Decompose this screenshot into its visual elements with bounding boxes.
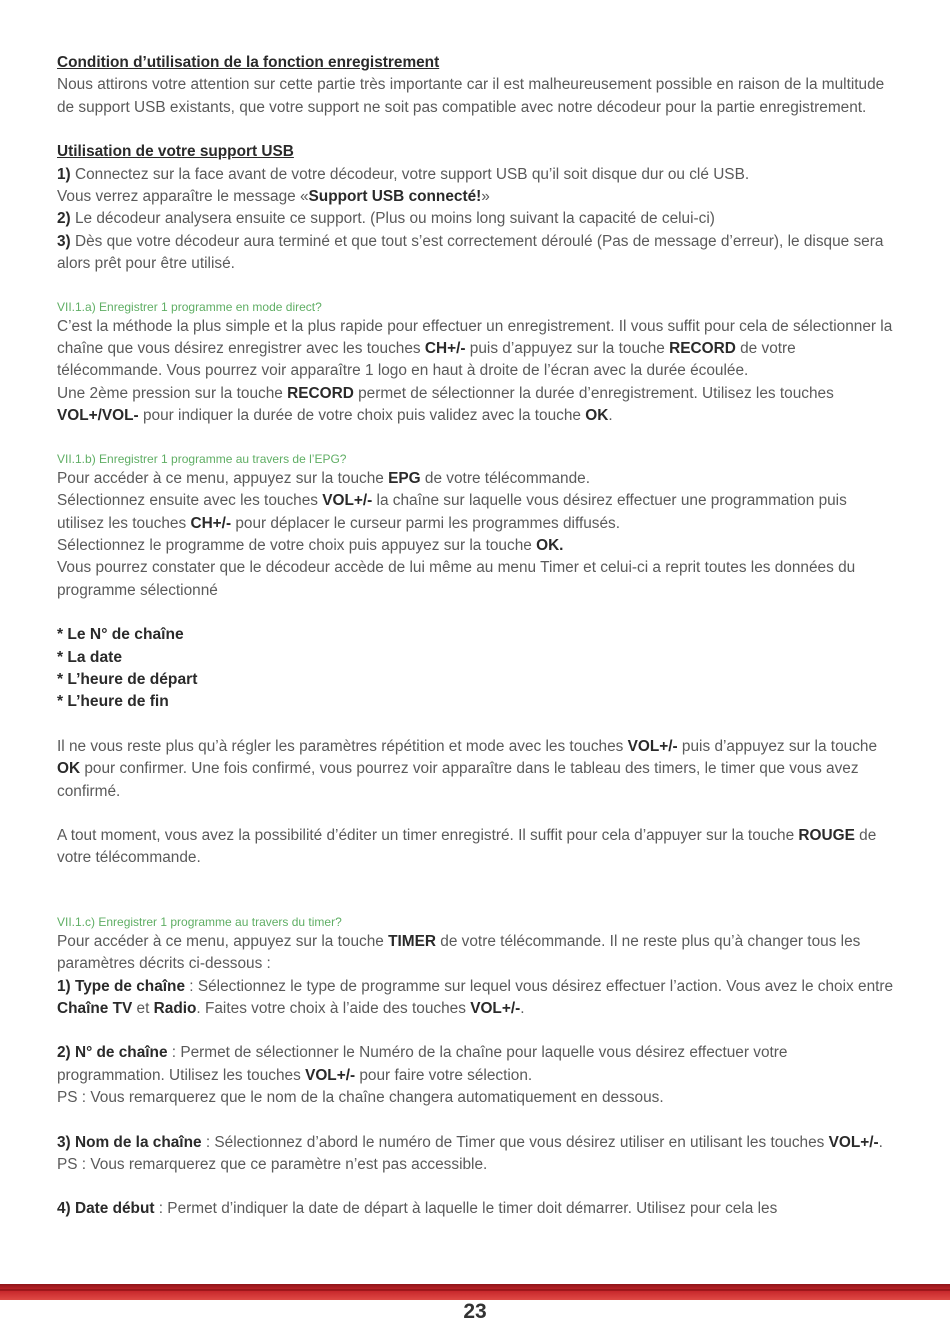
- section-title-epg: VII.1.b) Enregistrer 1 programme au travers de l’EPG?: [57, 451, 347, 466]
- direct-paragraph-2: Une 2ème pression sur la touche RECORD permet de sélectionner la durée d’enregistrement. Utilisez les touches VOL+/VOL- pour indiquer la durée de votre choix puis validez avec la touche OK.: [57, 384, 834, 425]
- timer-item-1: 1) Type de chaîne : Sélectionnez le type de programme sur lequel vous désirez effectuer l’action. Vous avez le choix entre Chaîne TV et Radio. Faites votre choix à l’aide des touches VOL+/-.: [57, 977, 894, 1017]
- section-title-timer: VII.1.c) Enregistrer 1 programme au travers du timer?: [57, 914, 342, 929]
- bullet-item: * Le N° de chaîne: [57, 626, 184, 644]
- epg-line-4: Vous pourrez constater que le décodeur accède de lui même au menu Timer et celui-ci a reprit toutes les données du programme sélectionné: [57, 559, 856, 599]
- timer-item-2: 2) N° de chaîne : Permet de sélectionner le Numéro de la chaîne pour laquelle vous désirez effectuer votre programmation. Utilisez les touches VOL+/- pour faire votre sélection.: [57, 1044, 788, 1084]
- timer-line-1: Pour accéder à ce menu, appuyez sur la touche TIMER de votre télécommande. Il ne reste plus qu’à changer tous les paramètres décrits ci-dessous :: [57, 932, 861, 973]
- timer-item-3-ps: PS : Vous remarquerez que ce paramètre n’est pas accessible.: [57, 1156, 488, 1174]
- manual-page-content: [57, 52, 897, 1221]
- usb-step-2: 2) Le décodeur analysera ensuite ce support. (Plus ou moins long suivant la capacité de celui-ci): [57, 210, 715, 228]
- footer-band: [0, 1284, 950, 1300]
- timer-item-4: 4) Date début : Permet d’indiquer la date de départ à laquelle le timer doit démarrer. Utilisez pour cela les: [57, 1200, 778, 1218]
- step-number: 1): [57, 165, 71, 183]
- epg-line-1: Pour accéder à ce menu, appuyez sur la touche EPG de votre télécommande.: [57, 469, 591, 487]
- timer-item-2-ps: PS : Vous remarquerez que le nom de la chaîne changera automatiquement en dessous.: [57, 1089, 664, 1107]
- usb-message-line: Vous verrez apparaître le message «Support USB connecté!»: [57, 188, 490, 206]
- bullet-item: * La date: [57, 648, 122, 666]
- usb-step-3: 3) Dès que votre décodeur aura terminé et que tout s’est correctement déroulé (Pas de message d’erreur), le disque sera alors prêt pour être utilisé.: [57, 232, 884, 273]
- condition-heading: Condition d’utilisation de la fonction enregistrement: [57, 54, 440, 71]
- section-title-direct: VII.1.a) Enregistrer 1 programme en mode direct?: [57, 299, 322, 314]
- usb-step-1: 1) Connectez sur la face avant de votre décodeur, votre support USB qu’il soit disque dur ou clé USB.: [57, 165, 750, 183]
- epg-paragraph-6: A tout moment, vous avez la possibilité d’éditer un timer enregistré. Il suffit pour cela d’appuyer sur la touche ROUGE de votre télécommande.: [57, 826, 877, 867]
- usb-heading: Utilisation de votre support USB: [57, 143, 294, 161]
- timer-item-3: 3) Nom de la chaîne : Sélectionnez d’abord le numéro de Timer que vous désirez utiliser en utilisant les touches VOL+/-.: [57, 1133, 883, 1151]
- step-number: 3): [57, 232, 71, 250]
- bullet-item: * L’heure de départ: [57, 670, 198, 688]
- step-number: 2): [57, 210, 71, 228]
- epg-line-2: Sélectionnez ensuite avec les touches VOL+/- la chaîne sur laquelle vous désirez effectuer une programmation puis utilisez les touches CH+/- pour déplacer le curseur parmi les programmes diffusés.: [57, 492, 847, 532]
- bullet-item: * L’heure de fin: [57, 693, 169, 711]
- condition-text: Nous attirons votre attention sur cette partie très importante car il est malheureusement possible en raison de la multitude de support USB existants, que votre support ne soit pas compatible avec notre décodeur pour la partie enregistrement.: [57, 76, 885, 116]
- epg-line-3: Sélectionnez le programme de votre choix puis appuyez sur la touche OK.: [57, 536, 564, 554]
- direct-paragraph-1: C’est la méthode la plus simple et la plus rapide pour effectuer un enregistrement. Il vous suffit pour cela de sélectionner la chaîne que vous désirez enregistrer avec les touches CH+/- puis d’appuyez sur la touche RECORD de votre télécommande. Vous pourrez voir apparaître 1 logo en haut à droite de l’écran avec la durée écoulée.: [57, 317, 893, 380]
- page-number: 23: [463, 1300, 487, 1323]
- usb-connected-message: Support USB connecté!: [308, 188, 482, 206]
- epg-paragraph-5: Il ne vous reste plus qu’à régler les paramètres répétition et mode avec les touches VOL+/- puis d’appuyez sur la touche OK pour confirmer. Une fois confirmé, vous pourrez voir apparaître dans le tableau des timers, le timer que vous avez confirmé.: [57, 737, 878, 800]
